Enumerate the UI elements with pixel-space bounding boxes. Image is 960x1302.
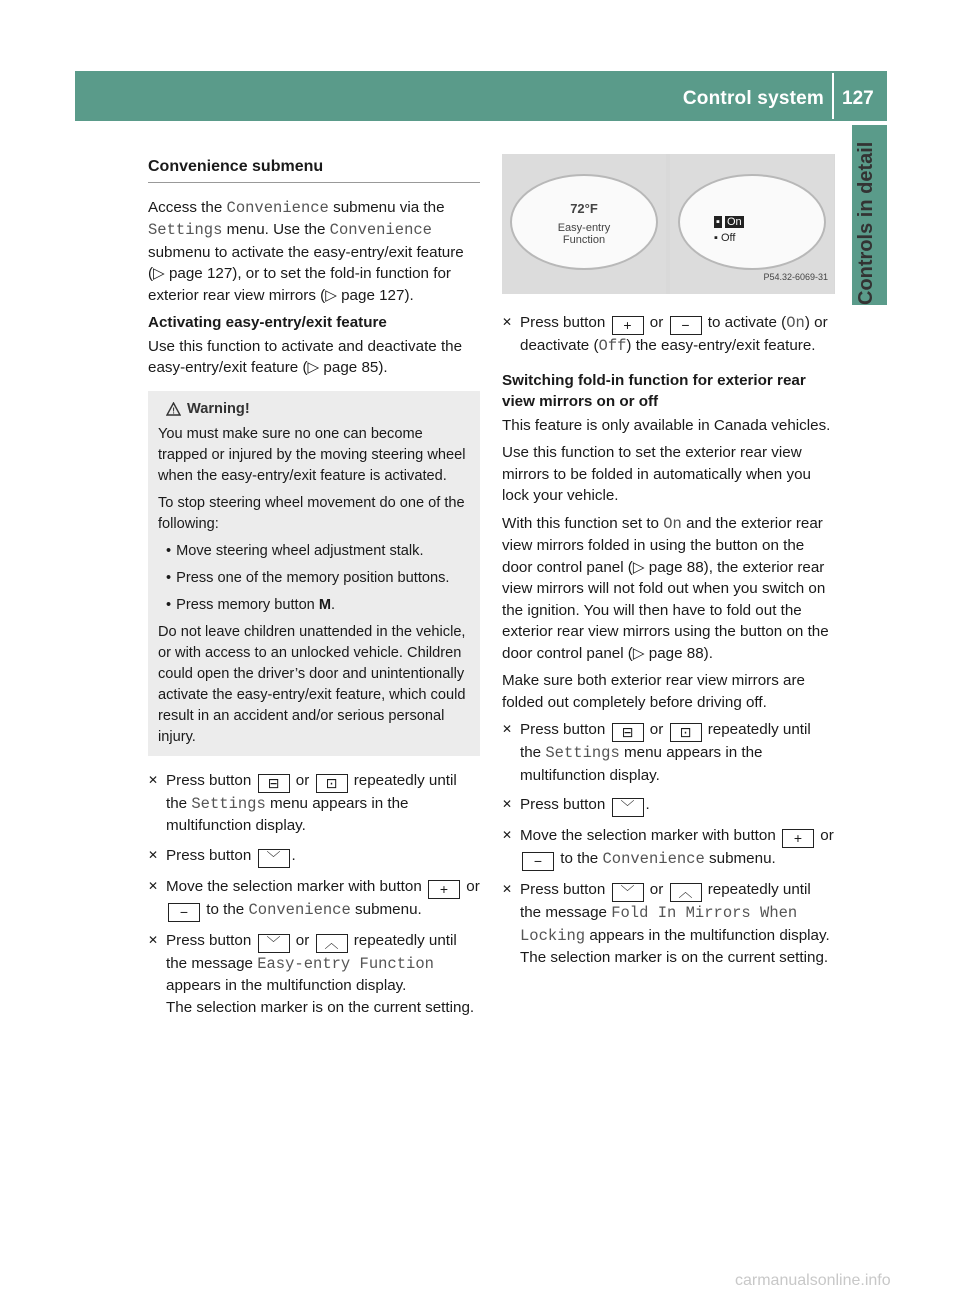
body-paragraph: With this function set to On and the exterior rear view mirrors folded in using the button on the door control panel (▷ page 88), the exterior rear view mirrors will not fold out when you switch on the ignition. You will then have to fold out the exterior rear view mirrors using the button on the door control panel (▷ page 88).	[502, 514, 829, 662]
instruction-step: ✕ Press button ⊟ or ⊡ repeatedly until the Settings menu appears in the multifunction display.	[502, 721, 811, 784]
menu-forward-button-icon: ⊟	[612, 723, 644, 742]
warning-text: Do not leave children unattended in the vehicle, or with access to an unlocked vehicle. Children could open the driver’s door and unintentionally activate the easy-entry/exit feature, which could result in an accident and/or serious personal injury.	[158, 623, 466, 745]
down-arrow-button-icon: ﹀	[612, 883, 644, 902]
menu-back-button-icon: ⊡	[316, 774, 348, 793]
step-arrow-icon: ✕	[502, 797, 513, 811]
temperature-readout: 72°F	[570, 201, 598, 216]
warning-text: To stop steering wheel movement do one of the following:	[158, 494, 465, 532]
display-panel-1	[502, 154, 666, 294]
left-column	[148, 150, 480, 1026]
step-arrow-icon: ✕	[502, 315, 513, 329]
body-paragraph: This feature is only available in Canada vehicles.	[502, 416, 831, 434]
display-panel-2	[670, 154, 834, 294]
chapter-title: Control system	[682, 88, 824, 109]
figure-code: P54.32-6069-31	[763, 271, 828, 282]
page-number: 127	[842, 88, 874, 109]
plus-button-icon: +	[782, 829, 814, 848]
intro-paragraph: Access the Convenience submenu via the Settings menu. Use the Convenience submenu to activate the easy-entry/exit feature (▷ page 127), or to set the fold-in function for exterior rear view mirrors (▷ page 127).	[148, 198, 464, 304]
step-arrow-icon: ✕	[502, 828, 513, 842]
section-title: Convenience submenu	[148, 156, 480, 183]
subsection-title: Activating easy-entry/exit feature	[148, 314, 387, 331]
plus-button-icon: +	[612, 316, 644, 335]
instruction-step: ✕ Move the selection marker with button + or − to the Convenience submenu.	[502, 827, 834, 869]
warning-text: You must make sure no one can become trapped or injured by the moving steering wheel when the easy-entry/exit feature is activated.	[158, 425, 466, 484]
up-arrow-button-icon: ︿	[316, 934, 348, 953]
warning-triangle-icon	[166, 402, 181, 416]
subsection-text: Use this function to activate and deactivate the easy-entry/exit feature (▷ page 85).	[148, 337, 463, 376]
plus-button-icon: +	[428, 880, 460, 899]
down-arrow-button-icon: ﹀	[258, 934, 290, 953]
minus-button-icon: −	[670, 316, 702, 335]
display-screen	[678, 174, 826, 270]
display-label: Function	[562, 234, 606, 246]
instruction-step: ✕ Press button ﹀ .	[502, 796, 650, 815]
display-label: Easy-entry	[557, 222, 611, 234]
right-column	[502, 150, 835, 977]
subsection-title: Switching fold-in function for exterior rear view mirrors on or off	[502, 371, 806, 410]
instruction-step: ✕ Press button ﹀ .	[148, 846, 296, 866]
warning-bullet: • Move steering wheel adjustment stalk.	[158, 541, 470, 562]
up-arrow-button-icon: ︿	[670, 883, 702, 902]
step-arrow-icon: ✕	[148, 932, 159, 947]
instruction-step: ✕ Move the selection marker with button + or − to the Convenience submenu.	[148, 877, 480, 920]
watermark: carmanualsonline.info	[735, 1272, 891, 1289]
step-arrow-icon: ✕	[148, 878, 159, 893]
warning-bullet: • Press one of the memory position buttons.	[158, 568, 470, 589]
warning-heading: ! Warning!	[158, 399, 470, 420]
header-divider	[832, 73, 834, 119]
instruction-step: ✕ Press button ⊟ or ⊡ repeatedly until the Settings menu appears in the multifunction display.	[148, 771, 457, 834]
side-tab-label: Controls in detail	[855, 141, 877, 305]
down-arrow-button-icon: ﹀	[258, 849, 290, 868]
minus-button-icon: −	[168, 903, 200, 922]
body-paragraph: Use this function to set the exterior rear view mirrors to be folded in automatically when you lock your vehicle.	[502, 444, 811, 504]
step-arrow-icon: ✕	[148, 772, 159, 787]
option-off: ▪ Off	[714, 232, 736, 244]
down-arrow-button-icon: ﹀	[612, 798, 644, 817]
display-figure	[502, 154, 835, 294]
warning-box	[148, 391, 480, 756]
instruction-step: ✕ Press button + or − to activate (On) or deactivate (Off) the easy-entry/exit feature.	[502, 314, 828, 355]
svg-text:!: !	[172, 406, 175, 416]
menu-forward-button-icon: ⊟	[258, 774, 290, 793]
instruction-step: ✕ Press button ﹀ or ︿ repeatedly until the message Fold In Mirrors When Locking appears in the multifunction display. The selection marker is on the current setting.	[502, 881, 830, 966]
step-arrow-icon: ✕	[502, 882, 513, 896]
step-arrow-icon: ✕	[502, 722, 513, 736]
instruction-step: ✕ Press button ﹀ or ︿ repeatedly until the message Easy-entry Function appears in the multifunction display. The selection marker is on the current setting.	[148, 931, 475, 1016]
minus-button-icon: −	[522, 852, 554, 871]
step-arrow-icon: ✕	[148, 847, 159, 862]
body-paragraph: Make sure both exterior rear view mirrors are folded out completely before driving off.	[502, 672, 806, 711]
warning-bullet: • Press memory button M.	[158, 595, 470, 616]
menu-back-button-icon: ⊡	[670, 723, 702, 742]
option-on: ▪ On	[716, 216, 742, 228]
